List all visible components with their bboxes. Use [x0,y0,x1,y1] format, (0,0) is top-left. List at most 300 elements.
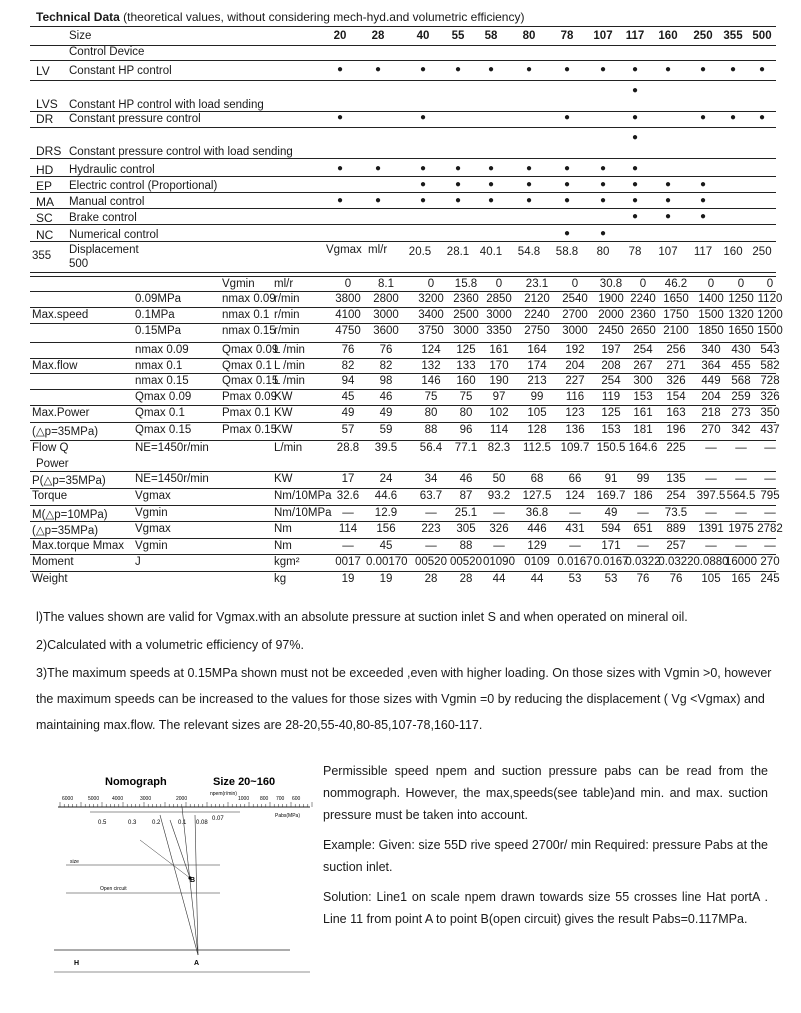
paragraph-example: Example: Given: size 55D rive speed 2700r/ min Required: pressure Pabs at the suction inlet. [323,838,768,874]
data-cell: 124 [421,344,441,356]
data-cell: 28 [424,573,438,585]
row-unit: Nm/10MPa [274,507,332,519]
data-cell: 190 [489,375,509,387]
data-cell: 305 [456,523,476,535]
data-cell: 267 [633,360,653,372]
point-a: A [194,960,200,967]
data-cell: 3800 [335,293,361,305]
row-unit: ml/r [368,244,388,256]
dot-icon: ● [699,195,707,206]
data-cell: 127.5 [522,490,552,502]
control-name: Electric control (Proportional) [69,180,218,192]
data-cell: 1400 [698,293,724,305]
data-cell: 50 [492,473,506,485]
data-cell: 49 [341,407,355,419]
point-b: B [190,877,196,884]
data-cell: 32.6 [336,490,360,502]
dot-icon: ● [419,64,427,75]
dot-icon: ● [664,211,672,222]
data-cell: 46 [379,391,393,403]
n-scale-label: 6000 [62,796,74,802]
row-parameter: Vgmax [326,244,362,256]
row-unit: Nm/10MPa [274,490,332,502]
dot-icon: ● [454,163,462,174]
row-parameter: Pmax 0.09 [222,391,277,403]
data-cell: 82 [341,360,355,372]
svg-text:0.08: 0.08 [196,820,208,826]
data-cell: 91 [604,473,618,485]
data-cell: 0.0322 [625,556,661,568]
data-cell: — [705,442,717,454]
dot-icon: ● [487,179,495,190]
data-cell: 80 [596,246,610,258]
divider [30,208,776,209]
dot-icon: ● [419,163,427,174]
dot-icon: ● [729,112,737,123]
data-cell: 23.1 [525,278,549,290]
data-cell: 80 [424,407,438,419]
data-cell: 1250 [728,293,754,305]
dot-icon: ● [699,64,707,75]
data-cell: 153 [601,424,621,436]
size-header-cell: 55 [451,30,465,42]
control-code: HD [36,163,54,177]
data-cell: 1850 [698,325,724,337]
row-sublabel: Vgmin [135,507,168,519]
dot-icon: ● [487,64,495,75]
data-cell: 88 [459,540,473,552]
data-cell: 271 [666,360,686,372]
row-parameter: nmax 0.09 [222,293,276,305]
control-code: NC [36,228,54,242]
data-cell: 99 [636,473,650,485]
data-cell: — [637,507,649,519]
data-cell: 0 [766,278,774,290]
data-cell: — [569,540,581,552]
data-cell: 93.2 [487,490,511,502]
dot-icon: ● [664,64,672,75]
size-header-cell: 28 [371,30,385,42]
data-cell: 2240 [524,309,550,321]
size-header-cell: 117 [625,30,645,42]
data-cell: 119 [601,391,621,403]
data-cell: 564.5 [726,490,756,502]
control-name: Constant HP control [69,65,172,77]
row-label: Weight [32,573,68,585]
data-cell: 3750 [418,325,444,337]
data-cell: 116 [565,391,585,403]
data-cell: 300 [633,375,653,387]
size-header-cell: 107 [593,30,613,42]
data-cell: — [637,540,649,552]
data-cell: 2100 [663,325,689,337]
control-name: Manual control [69,196,145,208]
row-unit: KW [274,473,293,485]
dot-icon: ● [454,195,462,206]
n-scale-label: 4000 [112,796,124,802]
dot-icon: ● [631,64,639,75]
data-cell: 1900 [598,293,624,305]
data-cell: 12.9 [374,507,398,519]
dot-icon: ● [525,163,533,174]
data-cell: 3000 [373,309,399,321]
dot-icon: ● [336,195,344,206]
dot-icon: ● [631,132,639,143]
data-cell: 4750 [335,325,361,337]
data-cell: 123 [565,407,585,419]
dot-icon: ● [487,163,495,174]
data-cell: 15.8 [454,278,478,290]
table-title: Technical Data (theoretical values, without considering mech-hyd.and volumetric efficiency) [36,10,525,24]
control-device-label: Control Device [69,46,145,58]
data-cell: 270 [760,556,780,568]
data-cell: 889 [666,523,686,535]
control-name: Brake control [69,212,137,224]
data-cell: 75 [424,391,438,403]
data-cell: — [425,507,437,519]
row-sublabel: 0.15MPa [135,325,182,337]
data-cell: 2120 [524,293,550,305]
size-header-cell: 40 [416,30,430,42]
dot-icon: ● [563,112,571,123]
note-2: 2)Calculated with a volumetric efficiency of 97%. [36,638,304,652]
control-code: LVS [36,97,58,111]
data-cell: 0 [707,278,715,290]
data-cell: — [735,473,747,485]
data-cell: 2700 [562,309,588,321]
data-cell: 2540 [562,293,588,305]
data-cell: 270 [701,424,721,436]
data-cell: 2000 [598,309,624,321]
data-cell: 3000 [562,325,588,337]
row-parameter: Pmax 0.1 [222,407,271,419]
data-cell: 54.8 [517,246,541,258]
row-unit: Nm [274,523,292,535]
row-unit: kgm² [274,556,300,568]
row-unit: KW [274,407,293,419]
data-cell: 0 [571,278,579,290]
data-cell: 2782 [757,523,783,535]
row-parameter: nmax 0.15 [222,325,276,337]
divider [30,373,776,374]
paragraph-intro: Permissible speed npem and suction pressure pabs can be read from the nommograph. However, the max,speeds(see table)and min. and max. suction pressure must be taken into account. [323,764,768,822]
data-cell: 0.0880 [693,556,729,568]
divider [30,127,776,128]
data-cell: 53 [604,573,618,585]
data-cell: 87 [459,490,473,502]
data-cell: 1975 [728,523,754,535]
size-label: Size [69,30,92,42]
data-cell: 3000 [453,325,479,337]
data-cell: 25.1 [454,507,478,519]
data-cell: 80 [459,407,473,419]
data-cell: 40.1 [479,246,503,258]
data-cell: 4100 [335,309,361,321]
data-cell: 594 [601,523,621,535]
n-scale-ticks [60,796,312,807]
data-cell: 82.3 [487,442,511,454]
data-cell: 0.0167 [557,556,593,568]
data-cell: 254 [601,375,621,387]
row-unit: r/min [274,309,300,321]
divider [30,241,776,242]
paragraph-solution: Solution: Line1 on scale npem drawn towards size 55 crosses line Hat portA . Line 11 from point A to point B(open circuit) gives the result Pabs=0.117MPa. [323,890,768,926]
svg-text:0.07: 0.07 [212,816,224,822]
row-sublabel: 500 [69,258,89,270]
dot-icon: ● [758,64,766,75]
data-cell: 164.6 [628,442,658,454]
data-cell: 28.8 [336,442,360,454]
data-cell: 00520 [415,556,447,568]
data-cell: 73.5 [664,507,688,519]
dot-icon: ● [563,228,571,239]
row-parameter: Qmax 0.09 [222,344,279,356]
dot-icon: ● [374,195,382,206]
data-cell: 256 [666,344,686,356]
row-parameter: Vgmin [222,278,255,290]
divider [30,158,776,159]
data-cell: 1750 [663,309,689,321]
data-cell: 76 [379,344,393,356]
data-cell: 44 [492,573,506,585]
data-cell: 342 [731,424,751,436]
divider [30,554,776,555]
data-cell: 66 [568,473,582,485]
dot-icon: ● [599,195,607,206]
data-cell: 582 [760,360,780,372]
data-cell: 0 [737,278,745,290]
dot-icon: ● [419,195,427,206]
data-cell: 128 [527,424,547,436]
nomograph-figure [30,760,320,985]
data-cell: 97 [492,391,506,403]
data-cell: — [342,540,354,552]
row-label: Max.speed [32,309,89,321]
data-cell: 437 [760,424,780,436]
data-cell: 46 [459,473,473,485]
row-parameter: Qmax 0.15 [222,375,279,387]
row-label: 355 [32,250,52,262]
row-label: Power [36,458,69,470]
data-cell: 161 [633,407,653,419]
divider [30,26,776,27]
data-cell: 245 [760,573,780,585]
data-cell: 1391 [698,523,724,535]
dot-icon: ● [699,179,707,190]
dot-icon: ● [563,179,571,190]
data-cell: 114 [489,424,509,436]
row-sublabel: NE=1450r/min [135,442,209,454]
data-cell: — [493,540,505,552]
data-cell: 58.8 [555,246,579,258]
row-sublabel: Vgmax [135,523,171,535]
svg-text:0.3: 0.3 [128,820,137,826]
row-sublabel: nmax 0.1 [135,360,183,372]
dot-icon: ● [599,179,607,190]
data-cell: 114 [338,523,358,535]
divider [30,422,776,423]
data-cell: 196 [666,424,686,436]
size-axis-label: size [70,859,79,865]
divider [30,505,776,506]
data-cell: — [764,540,776,552]
data-cell: 2450 [598,325,624,337]
data-cell: 146 [421,375,441,387]
data-cell: 3600 [373,325,399,337]
divider [30,405,776,406]
data-cell: 53 [568,573,582,585]
p-unit: Pabs(MPa) [275,813,301,819]
data-cell: 160 [723,246,743,258]
data-cell: 136 [565,424,585,436]
dot-icon: ● [336,163,344,174]
data-cell: 192 [565,344,585,356]
data-cell: 125 [456,344,476,356]
row-unit: r/min [274,293,300,305]
data-cell: 59 [379,424,393,436]
row-sublabel: nmax 0.15 [135,375,189,387]
open-circuit-label: Open circuit [100,886,127,892]
svg-text:0.5: 0.5 [98,820,107,826]
divider [30,291,776,292]
data-cell: 117 [693,246,713,258]
data-cell: 204 [565,360,585,372]
data-cell: 160 [456,375,476,387]
control-code: DRS [36,144,62,158]
n-scale-label: 600 [292,796,301,802]
row-unit: kg [274,573,287,585]
data-cell: 17 [341,473,355,485]
row-unit: L /min [274,344,305,356]
dot-icon: ● [563,64,571,75]
row-parameter: Pmax 0.15 [222,424,277,436]
divider [30,307,776,308]
data-cell: 2500 [453,309,479,321]
row-unit: L /min [274,375,305,387]
data-cell: 430 [731,344,751,356]
data-cell: — [735,442,747,454]
dot-icon: ● [664,179,672,190]
data-cell: 68 [530,473,544,485]
data-cell: 28 [459,573,473,585]
data-cell: 2650 [630,325,656,337]
data-cell: 45 [379,540,393,552]
data-cell: 77.1 [454,442,478,454]
svg-text:0.1: 0.1 [178,820,187,826]
dot-icon: ● [631,85,639,96]
data-cell: 76 [669,573,683,585]
data-cell: 2360 [453,293,479,305]
row-unit: L/min [274,442,303,454]
data-cell: 45 [341,391,355,403]
data-cell: 455 [731,360,751,372]
data-cell: 2750 [524,325,550,337]
data-cell: 153 [633,391,653,403]
data-cell: 1500 [698,309,724,321]
size-header-cell: 58 [484,30,498,42]
divider [30,571,776,572]
data-cell: — [342,507,354,519]
row-label: (△p=35MPa) [32,426,99,438]
nomograph-title: Nomograph [105,776,167,788]
control-code: MA [36,195,54,209]
size-header-cell: 250 [693,30,713,42]
data-cell: 254 [666,490,686,502]
data-cell: 0109 [524,556,550,568]
dot-icon: ● [758,112,766,123]
data-cell: 76 [636,573,650,585]
divider [30,521,776,522]
control-code: SC [36,211,53,225]
row-sublabel: NE=1450r/min [135,473,209,485]
data-cell: 1120 [757,293,783,305]
data-cell: 107 [658,246,678,258]
row-sublabel: Qmax 0.15 [135,424,192,436]
data-cell: 34 [424,473,438,485]
divider [30,60,776,61]
data-cell: 8.1 [378,278,394,290]
data-cell: 326 [489,523,509,535]
divider [30,440,776,441]
data-cell: 174 [527,360,547,372]
data-cell: 16000 [725,556,757,568]
data-cell: 170 [489,360,509,372]
data-cell: 171 [601,540,621,552]
data-cell: 46.2 [664,278,688,290]
row-unit: L /min [274,360,305,372]
data-cell: 0 [427,278,435,290]
data-cell: 259 [731,391,751,403]
data-cell: 1500 [757,325,783,337]
data-cell: 63.7 [419,490,443,502]
dot-icon: ● [599,163,607,174]
svg-text:0.2: 0.2 [152,820,161,826]
row-label: M(△p=10MPa) [32,509,108,521]
row-label: Max.flow [32,360,78,372]
dot-icon: ● [699,112,707,123]
data-cell: 82 [379,360,393,372]
row-sublabel: J [135,556,141,568]
dot-icon: ● [454,64,462,75]
data-cell: 0.0167 [593,556,629,568]
row-sublabel: Vgmax [135,490,171,502]
dot-icon: ● [631,163,639,174]
data-cell: 96 [459,424,473,436]
size-header-cell: 355 [723,30,743,42]
data-cell: 112.5 [523,442,551,454]
data-cell: 218 [701,407,721,419]
nomograph-size: Size 20~160 [213,776,276,788]
control-name: Constant pressure control [69,113,201,125]
data-cell: 165 [731,573,751,585]
size-header-cell: 80 [522,30,536,42]
data-cell: 164 [527,344,547,356]
data-cell: — [764,507,776,519]
dot-icon: ● [631,211,639,222]
divider [30,342,776,343]
data-cell: 2800 [373,293,399,305]
row-sublabel: Qmax 0.1 [135,407,185,419]
row-label: Max.Power [32,407,90,419]
control-name: Hydraulic control [69,164,155,176]
data-cell: 1650 [728,325,754,337]
data-cell: 446 [527,523,547,535]
data-cell: 431 [565,523,585,535]
row-sublabel: Qmax 0.09 [135,391,192,403]
data-cell: 326 [760,391,780,403]
data-cell: 78 [628,246,642,258]
size-header-cell: 78 [560,30,574,42]
